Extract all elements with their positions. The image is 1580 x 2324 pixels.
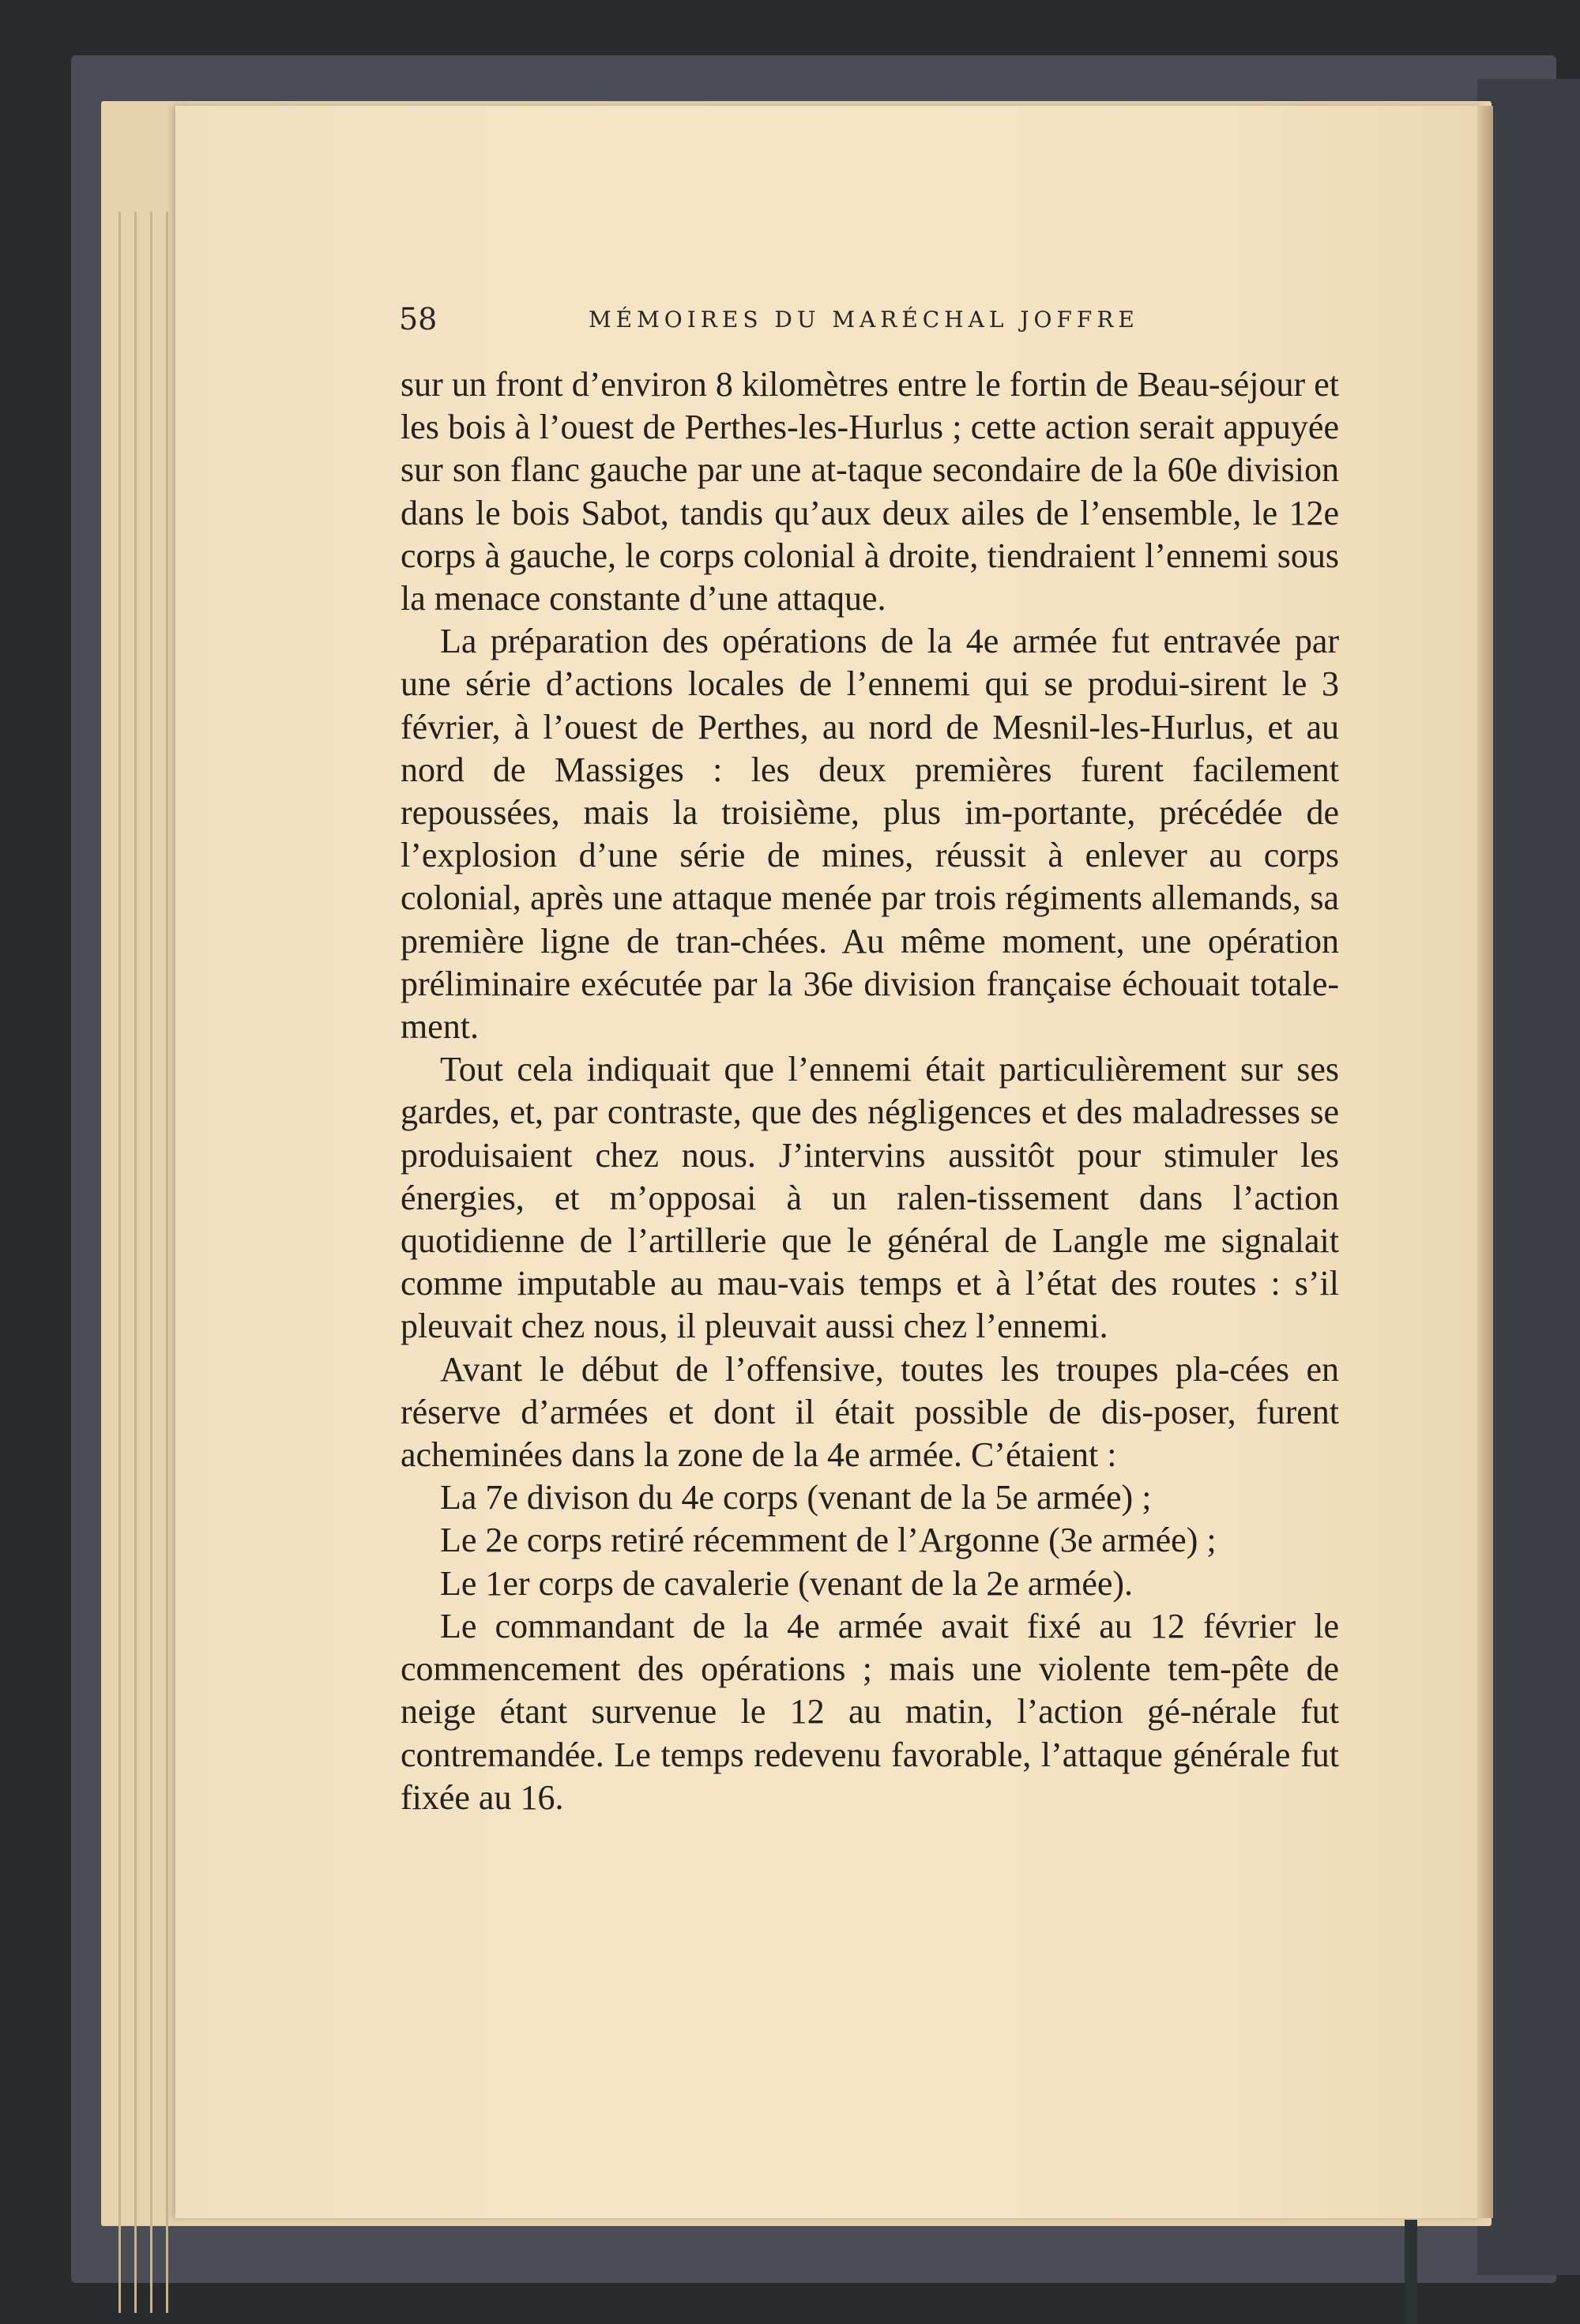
paragraph: Tout cela indiquait que l’ennemi était particulièrement sur ses gardes, et, par contraste, que des négligences et des maladresses se produisaient chez nous. J’intervins aussitôt pour stimuler les énergies, et m’opposai à un ralen-tissement dans l’action quotidienne de l’artillerie que le général de Langle me signalait comme imputable au mau-vais temps et à l’état des routes : s’il pleuvait chez nous, il pleuvait aussi chez l’ennemi. bbox=[401, 1050, 1339, 1346]
page-text bbox=[401, 363, 1339, 1819]
book-title: MÉMOIRES DU MARÉCHAL JOFFRE bbox=[589, 306, 1139, 333]
gutter-shadow bbox=[1477, 106, 1493, 2218]
page-edge-line bbox=[166, 212, 168, 2313]
paragraph: Le commandant de la 4e armée avait fixé au 12 février le commencement des opérations ; mais une violente tem-pête de neige étant survenue le 12 au matin, l’action gé-nérale fut contremandée. Le temps redevenu favorable, l’attaque générale fut fixée au 16. bbox=[401, 1606, 1339, 1817]
running-head bbox=[399, 302, 1371, 341]
bookmark-ribbon bbox=[1405, 2220, 1417, 2324]
page-number: 58 bbox=[399, 302, 438, 337]
list-item: La 7e divison du 4e corps (venant de la 5e armée) ; bbox=[440, 1478, 1152, 1517]
page-edge-line bbox=[118, 212, 121, 2313]
page-edge-line bbox=[150, 212, 152, 2313]
page-edge-line bbox=[134, 212, 137, 2313]
list-item: Le 1er corps de cavalerie (venant de la 2e armée). bbox=[440, 1563, 1134, 1603]
paragraph: sur un front d’environ 8 kilomètres entre le fortin de Beau-séjour et les bois à l’ouest de Perthes-les-Hurlus ; cette action serait appuyée sur son flanc gauche par une at-taque secondaire de la 60e division dans le bois Sabot, tandis qu’aux deux ailes de l’ensemble, le 12e corps à gauche, le corps colonial à droite, tiendraient l’ennemi sous la menace constante d’une attaque. bbox=[401, 365, 1339, 619]
list-item: Le 2e corps retiré récemment de l’Argonne (3e armée) ; bbox=[440, 1521, 1217, 1560]
paragraph: La préparation des opérations de la 4e armée fut entravée par une série d’actions locales de l’ennemi qui se produi-sirent le 3 février, à l’ouest de Perthes, au nord de Mesnil-les-Hurlus, et au nord de Massiges : les deux premières furent facilement repoussées, mais la troisième, plus im-portante, précédée de l’explosion d’une série de mines, réussit à enlever au corps colonial, après une attaque menée par trois régiments allemands, sa première ligne de tran-chées. Au même moment, une opération préliminaire exécutée par la 36e division française échouait totale-ment. bbox=[401, 622, 1339, 1047]
paragraph: Avant le début de l’offensive, toutes les troupes pla-cées en réserve d’armées et dont il était possible de dis-poser, furent acheminées dans la zone de la 4e armée. C’étaient : bbox=[401, 1349, 1339, 1475]
